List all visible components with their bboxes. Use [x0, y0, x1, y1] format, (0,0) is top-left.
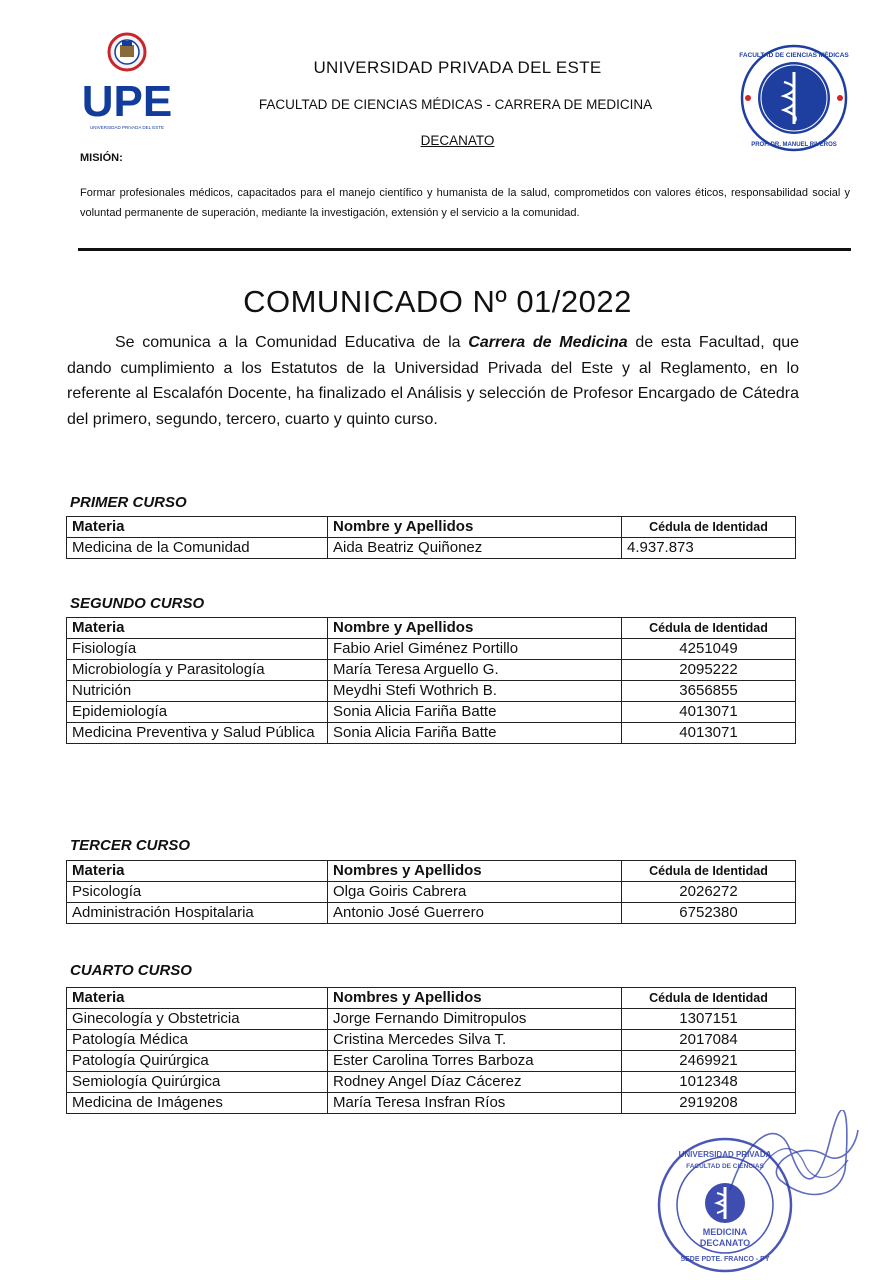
office-name: DECANATO — [420, 133, 495, 148]
table-row — [67, 702, 796, 723]
table-header-row — [67, 988, 796, 1009]
table-row — [67, 660, 796, 681]
cell-nombre: Sonia Alicia Fariña Batte — [328, 723, 622, 744]
cell-cedula: 4013071 — [622, 702, 796, 723]
header-nombre: Nombre y Apellidos — [328, 517, 622, 538]
header-nombres: Nombres y Apellidos — [328, 988, 622, 1009]
table-row — [67, 1051, 796, 1072]
section-title-primer-curso: PRIMER CURSO — [70, 494, 187, 511]
cell-cedula: 3656855 — [622, 681, 796, 702]
cell-cedula: 6752380 — [622, 903, 796, 924]
header-materia: Materia — [67, 517, 328, 538]
mission-text: Formar profesionales médicos, capacitados para el manejo científico y humanista de la salud, comprometidos con valores éticos, responsabilidad social y voluntad permanente de superación, mediante la investigación, extensión y el servicio a la comunidad. — [80, 187, 850, 219]
table-cuarto-curso — [66, 987, 796, 1114]
table-tercer-curso — [66, 860, 796, 924]
cell-materia: Patología Médica — [67, 1030, 328, 1051]
header-cedula: Cédula de Identidad — [622, 618, 796, 639]
svg-text:UNIVERSIDAD PRIVADA: UNIVERSIDAD PRIVADA — [678, 1150, 772, 1159]
cell-cedula: 2017084 — [622, 1030, 796, 1051]
cell-cedula: 2919208 — [622, 1093, 796, 1114]
cell-materia: Psicología — [67, 882, 328, 903]
table-row — [67, 1009, 796, 1030]
cell-materia: Nutrición — [67, 681, 328, 702]
cell-cedula: 2026272 — [622, 882, 796, 903]
table-row — [67, 538, 796, 559]
faculty-seal — [738, 42, 850, 154]
header-nombre: Nombre y Apellidos — [328, 618, 622, 639]
cell-cedula: 4.937.873 — [622, 538, 796, 559]
cell-nombre: Jorge Fernando Dimitropulos — [328, 1009, 622, 1030]
intro-text-after: de esta Facultad, que dando cumplimiento a los Estatutos de la Universidad Privada del Este y al Reglamento, en lo referente al Escalafón Docente, ha finalizado el Análisis y selección de Profesor Encargado de Cátedra del primero, segundo, tercero, cuarto y quinto curso. — [67, 334, 800, 428]
cell-materia: Administración Hospitalaria — [67, 903, 328, 924]
cell-nombre: Antonio José Guerrero — [328, 903, 622, 924]
intro-text-before: Se comunica a la Comunidad Educativa de la — [115, 334, 469, 351]
header-cedula: Cédula de Identidad — [622, 988, 796, 1009]
header-materia: Materia — [67, 861, 328, 882]
cell-materia: Patología Quirúrgica — [67, 1051, 328, 1072]
table-header-row — [67, 861, 796, 882]
header-cedula: Cédula de Identidad — [622, 517, 796, 538]
cell-materia: Medicina Preventiva y Salud Pública — [67, 723, 328, 744]
table-segundo-curso — [66, 617, 796, 744]
logo-subtext: UNIVERSIDAD PRIVADA DEL ESTE — [89, 125, 165, 130]
table-header-row — [67, 517, 796, 538]
cell-materia: Epidemiología — [67, 702, 328, 723]
svg-text:FACULTAD DE CIENCIAS: FACULTAD DE CIENCIAS — [686, 1163, 764, 1170]
cell-nombre: Sonia Alicia Fariña Batte — [328, 702, 622, 723]
table-row — [67, 723, 796, 744]
table-row — [67, 882, 796, 903]
table-row — [67, 1093, 796, 1114]
table-row — [67, 903, 796, 924]
svg-text:FACULTAD DE CIENCIAS MÉDICAS: FACULTAD DE CIENCIAS MÉDICAS — [739, 52, 849, 59]
cell-materia: Ginecología y Obstetricia — [67, 1009, 328, 1030]
cell-nombre: Meydhi Stefi Wothrich B. — [328, 681, 622, 702]
mission-label: MISIÓN: — [80, 152, 123, 164]
cell-materia: Medicina de Imágenes — [67, 1093, 328, 1114]
cell-materia: Fisiología — [67, 639, 328, 660]
intro-emphasis: Carrera de Medicina — [468, 334, 628, 351]
upe-logo — [70, 30, 185, 135]
faculty-name: FACULTAD DE CIENCIAS MÉDICAS - CARRERA DE MEDICINA — [258, 97, 653, 112]
university-name: UNIVERSIDAD PRIVADA DEL ESTE — [313, 58, 602, 77]
section-title-cuarto-curso: CUARTO CURSO — [70, 962, 192, 979]
handwritten-signature — [720, 1110, 860, 1220]
table-row — [67, 681, 796, 702]
header-materia: Materia — [67, 618, 328, 639]
table-row — [67, 1030, 796, 1051]
svg-text:PROF. DR. MANUEL RIVEROS: PROF. DR. MANUEL RIVEROS — [751, 142, 837, 148]
table-row — [67, 1072, 796, 1093]
cell-nombre: María Teresa Insfran Ríos — [328, 1093, 622, 1114]
header-nombres: Nombres y Apellidos — [328, 861, 622, 882]
table-row — [67, 639, 796, 660]
cell-cedula: 4251049 — [622, 639, 796, 660]
intro-paragraph — [67, 330, 799, 432]
cell-nombre: Rodney Angel Díaz Cácerez — [328, 1072, 622, 1093]
stamp-bottom: SEDE PDTE. FRANCO - PY — [680, 1256, 770, 1263]
cell-materia: Medicina de la Comunidad — [67, 538, 328, 559]
header-divider — [78, 248, 851, 251]
cell-materia: Semiología Quirúrgica — [67, 1072, 328, 1093]
cell-cedula: 1307151 — [622, 1009, 796, 1030]
cell-nombre: Ester Carolina Torres Barboza — [328, 1051, 622, 1072]
cell-materia: Microbiología y Parasitología — [67, 660, 328, 681]
svg-text:UPE: UPE — [81, 77, 173, 126]
cell-cedula: 2095222 — [622, 660, 796, 681]
section-title-tercer-curso: TERCER CURSO — [70, 837, 191, 854]
header-materia: Materia — [67, 988, 328, 1009]
header-cedula: Cédula de Identidad — [622, 861, 796, 882]
cell-nombre: Fabio Ariel Giménez Portillo — [328, 639, 622, 660]
cell-nombre: Cristina Mercedes Silva T. — [328, 1030, 622, 1051]
cell-cedula: 4013071 — [622, 723, 796, 744]
section-title-segundo-curso: SEGUNDO CURSO — [70, 595, 205, 612]
cell-cedula: 2469921 — [622, 1051, 796, 1072]
document-title: COMUNICADO Nº 01/2022 — [243, 284, 632, 319]
cell-nombre: María Teresa Arguello G. — [328, 660, 622, 681]
cell-cedula: 1012348 — [622, 1072, 796, 1093]
cell-nombre: Aida Beatriz Quiñonez — [328, 538, 622, 559]
table-header-row — [67, 618, 796, 639]
cell-nombre: Olga Goiris Cabrera — [328, 882, 622, 903]
stamp-center-mid: DECANATO — [699, 1238, 751, 1248]
stamp-center-top: MEDICINA — [702, 1227, 748, 1237]
table-primer-curso — [66, 516, 796, 559]
